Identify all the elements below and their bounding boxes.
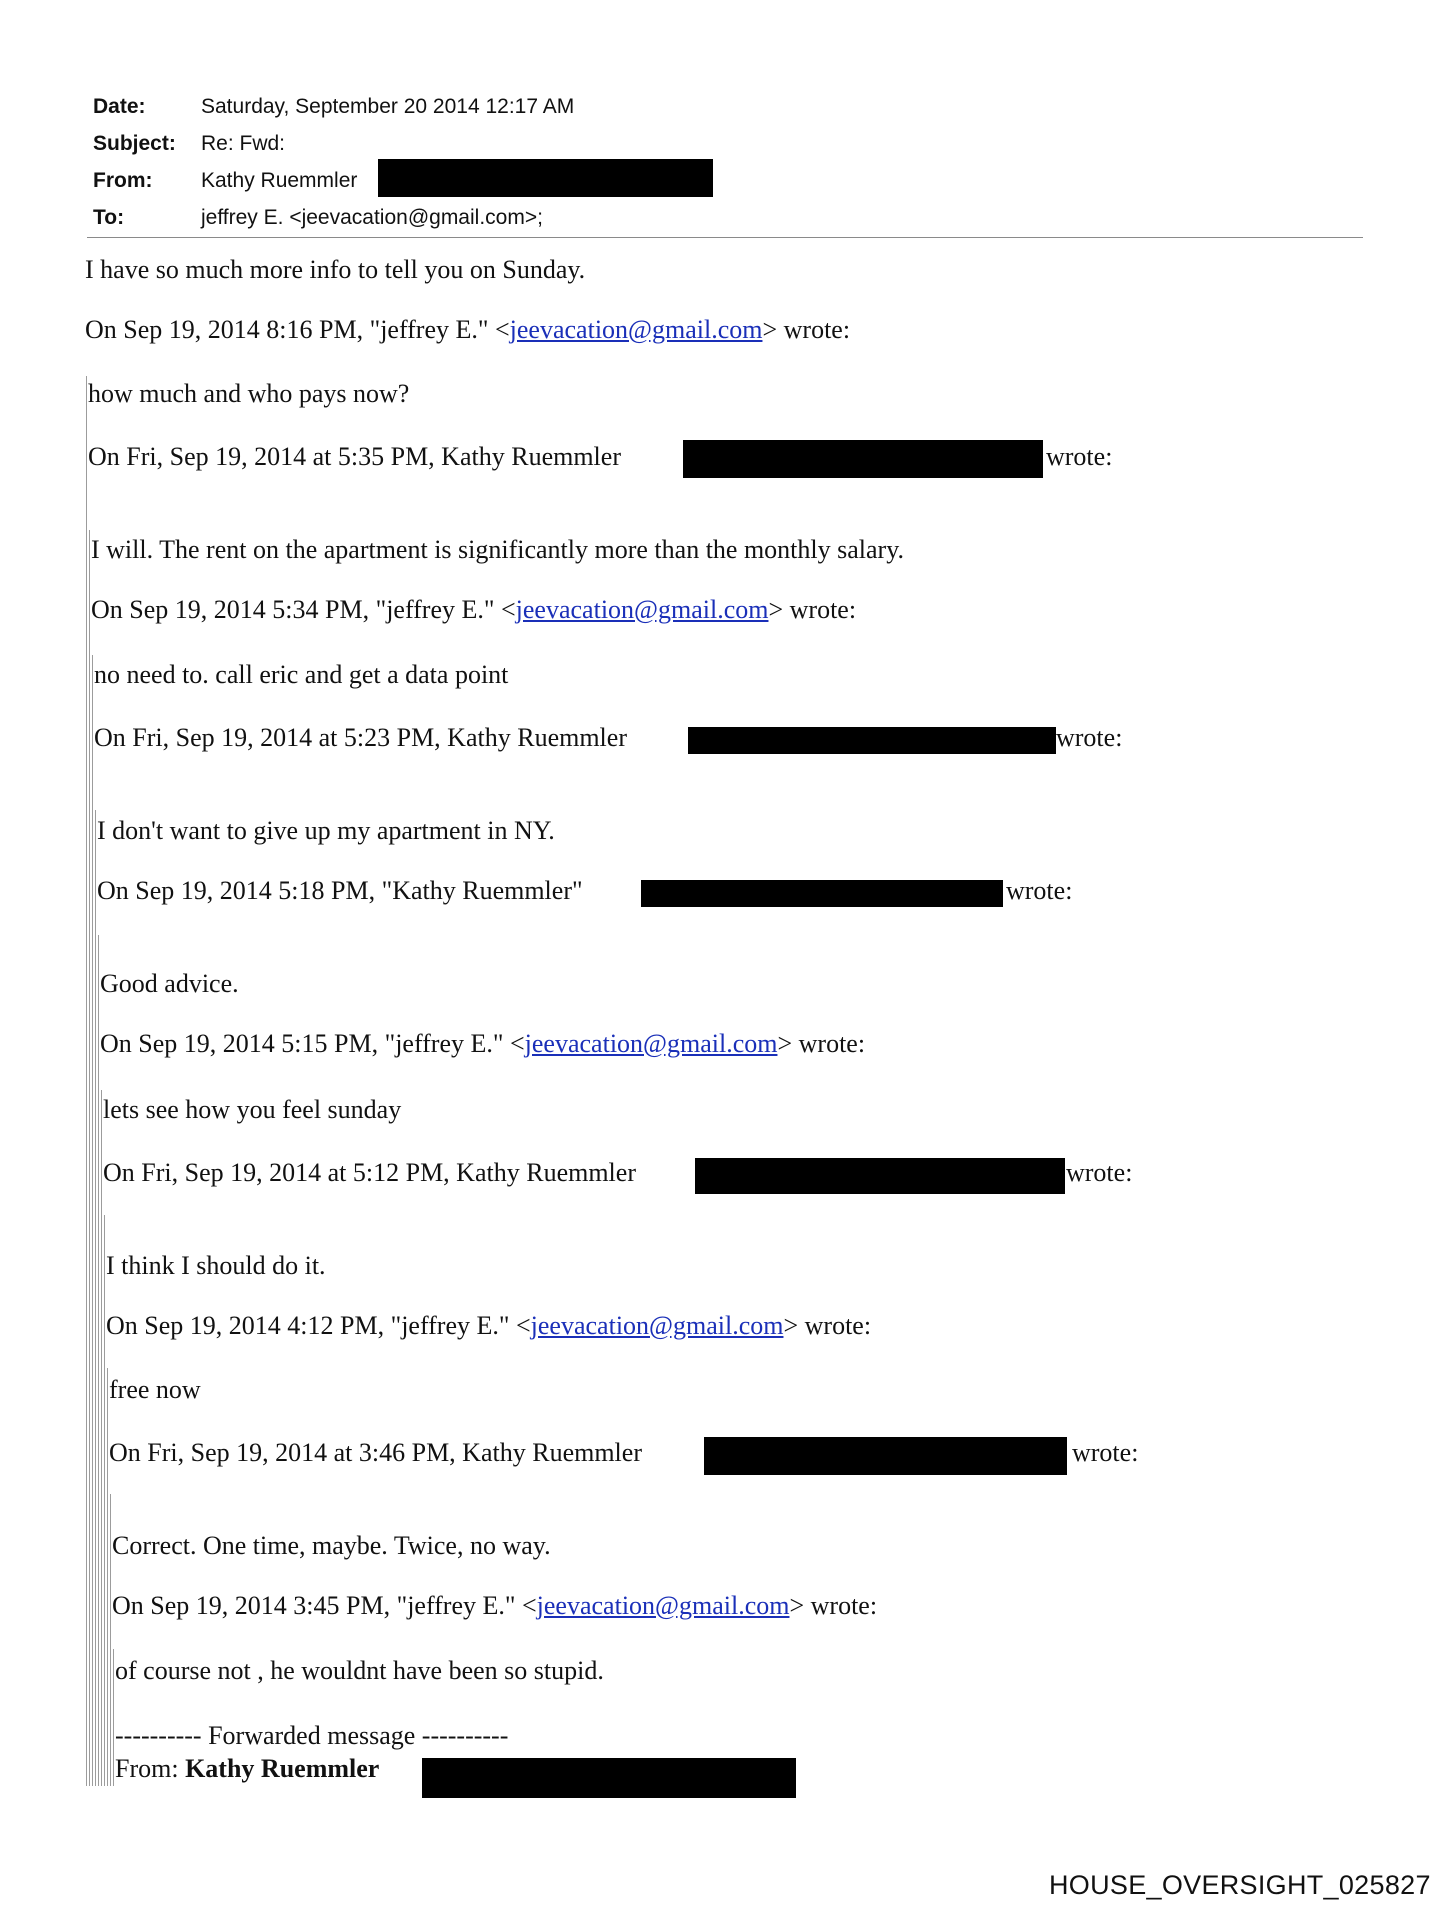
redaction-block — [688, 727, 1056, 754]
quote-bar — [107, 1368, 108, 1786]
date-label: Date: — [93, 95, 146, 118]
quote-bar — [95, 810, 96, 1786]
attribution-text: On Sep 19, 2014 5:15 PM, "jeffrey E." < — [100, 1029, 525, 1058]
reply-attribution — [106, 1310, 871, 1342]
reply-attribution: On Fri, Sep 19, 2014 at 5:35 PM, Kathy Ruemmler — [88, 442, 621, 471]
quote-bar — [104, 1215, 105, 1786]
attribution-text: > wrote: — [762, 315, 851, 344]
date-value: Saturday, September 20 2014 12:17 AM — [201, 95, 575, 118]
message-body: how much and who pays now? — [88, 379, 410, 408]
email-link[interactable]: jeevacation@gmail.com — [530, 1311, 784, 1340]
forwarded-from — [115, 1753, 379, 1785]
attribution-text: On Sep 19, 2014 4:12 PM, "jeffrey E." < — [106, 1311, 531, 1340]
to-label: To: — [93, 206, 125, 229]
quote-bar — [113, 1649, 114, 1786]
email-link[interactable]: jeevacation@gmail.com — [524, 1029, 778, 1058]
reply-attribution-end: wrote: — [1066, 1158, 1133, 1187]
attribution-text: On Sep 19, 2014 8:16 PM, "jeffrey E." < — [85, 315, 510, 344]
subject-value: Re: Fwd: — [201, 132, 286, 155]
forwarded-divider: ---------- Forwarded message ---------- — [115, 1721, 509, 1750]
message-body: I think I should do it. — [106, 1251, 326, 1280]
bates-number: HOUSE_OVERSIGHT_025827 — [1049, 1870, 1431, 1900]
reply-attribution: On Fri, Sep 19, 2014 at 3:46 PM, Kathy Ruemmler — [109, 1438, 642, 1467]
to-value: jeffrey E. <jeevacation@gmail.com>; — [201, 206, 543, 229]
redaction-block — [695, 1158, 1065, 1194]
message-body: of course not , he wouldnt have been so stupid. — [115, 1656, 604, 1685]
reply-attribution-end: wrote: — [1046, 442, 1113, 471]
message-body: I will. The rent on the apartment is significantly more than the monthly salary. — [91, 535, 905, 564]
reply-attribution: On Fri, Sep 19, 2014 at 5:12 PM, Kathy Ruemmler — [103, 1158, 636, 1187]
redaction-block — [422, 1758, 796, 1798]
date-row — [93, 88, 574, 125]
reply-attribution-end: wrote: — [1056, 723, 1123, 752]
redaction-block — [683, 440, 1043, 478]
email-link[interactable]: jeevacation@gmail.com — [509, 315, 763, 344]
quote-bar — [101, 1090, 102, 1786]
reply-attribution-end: wrote: — [1006, 876, 1073, 905]
reply-attribution — [91, 594, 856, 626]
from-label: From: — [93, 169, 153, 192]
quote-bar — [98, 935, 99, 1786]
message-body: free now — [109, 1375, 201, 1404]
forwarded-from-name: Kathy Ruemmler — [185, 1754, 380, 1783]
subject-row — [93, 125, 574, 162]
reply-attribution-end: wrote: — [1072, 1438, 1139, 1467]
to-row — [93, 199, 574, 236]
attribution-text: > wrote: — [777, 1029, 866, 1058]
email-link[interactable]: jeevacation@gmail.com — [536, 1591, 790, 1620]
message-body: Correct. One time, maybe. Twice, no way. — [112, 1531, 551, 1560]
reply-attribution: On Fri, Sep 19, 2014 at 5:23 PM, Kathy Ruemmler — [94, 723, 627, 752]
subject-label: Subject: — [93, 132, 176, 155]
redaction-block — [704, 1437, 1067, 1475]
message-body: I have so much more info to tell you on Sunday. — [85, 255, 586, 284]
from-value: Kathy Ruemmler — [201, 169, 358, 192]
quote-bar — [89, 530, 90, 1786]
attribution-text: On Sep 19, 2014 3:45 PM, "jeffrey E." < — [112, 1591, 537, 1620]
reply-attribution — [100, 1028, 865, 1060]
quote-bar — [92, 655, 93, 1786]
message-body: no need to. call eric and get a data point — [94, 660, 509, 689]
attribution-text: On Sep 19, 2014 5:34 PM, "jeffrey E." < — [91, 595, 516, 624]
header-divider — [87, 237, 1363, 238]
attribution-text: > wrote: — [783, 1311, 872, 1340]
message-body: Good advice. — [100, 969, 239, 998]
email-link[interactable]: jeevacation@gmail.com — [515, 595, 769, 624]
message-body: lets see how you feel sunday — [103, 1095, 402, 1124]
quote-bar — [110, 1494, 111, 1786]
forwarded-from-label: From: — [115, 1754, 179, 1783]
message-body: I don't want to give up my apartment in NY. — [97, 816, 555, 845]
reply-attribution — [85, 314, 850, 346]
reply-attribution — [112, 1590, 877, 1622]
quote-bar — [86, 376, 87, 1786]
redaction-block — [378, 159, 713, 197]
redaction-block — [641, 880, 1003, 907]
attribution-text: > wrote: — [789, 1591, 878, 1620]
reply-attribution: On Sep 19, 2014 5:18 PM, "Kathy Ruemmler" — [97, 876, 583, 905]
attribution-text: > wrote: — [768, 595, 857, 624]
